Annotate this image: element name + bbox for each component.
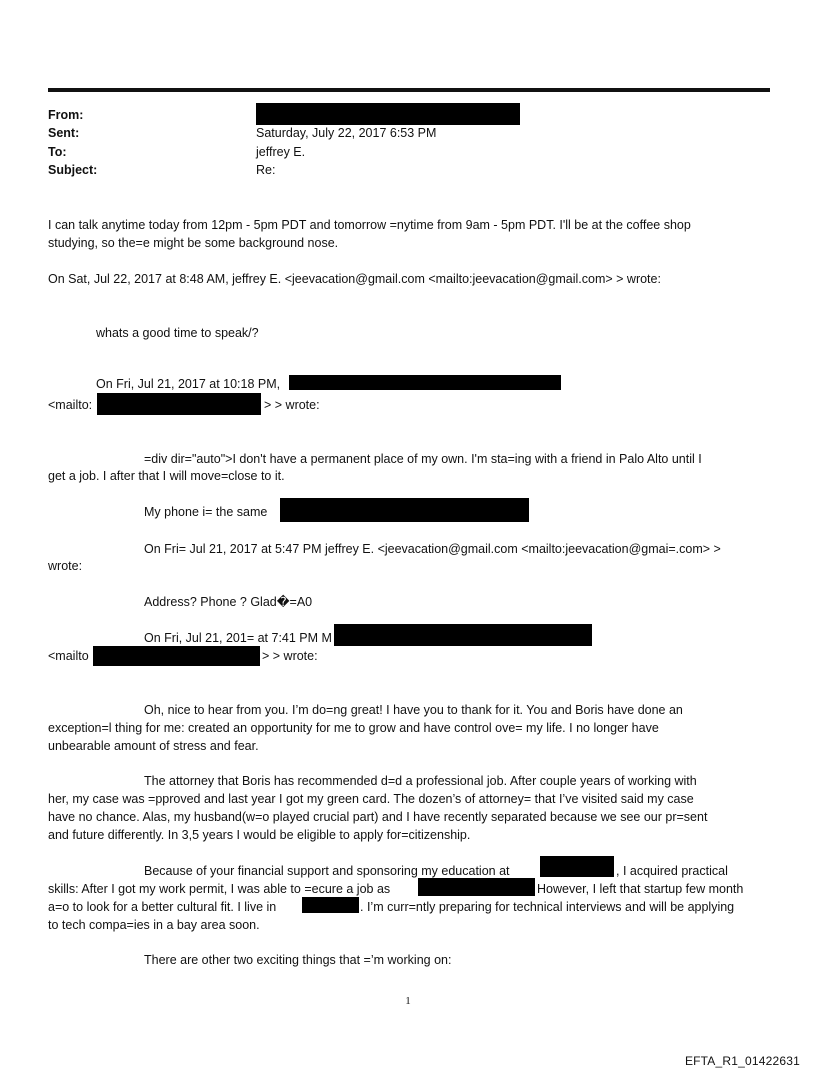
redacted-sender: [256, 103, 520, 125]
redacted-name: [334, 624, 592, 646]
body-line: Oh, nice to hear from you. I’m do=ng great! I have you to thank for it. You and Boris have done an: [144, 703, 683, 717]
subject-value: Re:: [256, 163, 276, 177]
to-value: jeffrey E.: [256, 145, 306, 159]
body-line: , I acquired practical: [616, 864, 728, 878]
body-line: On Fri, Jul 21, 2017 at 10:18 PM,: [96, 377, 281, 391]
subject-label: Subject:: [48, 163, 98, 177]
body-line: . I’m curr=ntly preparing for technical interviews and will be applying: [360, 900, 735, 914]
body-line: a=o to look for a better cultural fit. I live in: [48, 900, 277, 914]
redacted-name: [289, 375, 561, 390]
redacted-employer: [418, 878, 535, 896]
body-line: > > wrote:: [264, 398, 320, 412]
header-rule: [48, 88, 770, 92]
body-line: On Fri, Jul 21, 201= at 7:41 PM M: [144, 631, 332, 645]
body-line: > > wrote:: [262, 649, 318, 663]
to-label: To:: [48, 145, 67, 159]
body-line: studying, so the=e might be some background nose.: [48, 236, 339, 250]
body-line: On Fri= Jul 21, 2017 at 5:47 PM jeffrey E. <jeevacation@gmail.com <mailto:jeevacation@gmai=.com> >: [144, 542, 721, 556]
body-line: However, I left that startup few month: [537, 882, 744, 896]
body-line: unbearable amount of stress and fear.: [48, 739, 259, 753]
body-line: <mailto:: [48, 398, 93, 412]
redacted-email: [93, 646, 260, 666]
body-line: her, my case was =pproved and last year I got my green card. The dozen’s of attorney= that I’ve visited said my case: [48, 792, 694, 806]
body-line: have no chance. Alas, my husband(w=o played crucial part) and I have recently separated because we see our pr=sent: [48, 810, 708, 824]
body-line: exception=l thing for me: created an opportunity for me to grow and have control ove= my life. I no longer have: [48, 721, 659, 735]
document-id: EFTA_R1_01422631: [684, 1054, 800, 1068]
body-line: <mailto: [48, 649, 89, 663]
sent-value: Saturday, July 22, 2017 6:53 PM: [256, 126, 437, 140]
body-line: My phone i= the same: [144, 505, 268, 519]
body-line: whats a good time to speak/?: [96, 326, 259, 340]
body-line: and future differently. In 3,5 years I would be eligible to apply for=citizenship.: [48, 828, 471, 842]
body-line: There are other two exciting things that =’m working on:: [144, 953, 452, 967]
body-line: Address? Phone ? Glad�=A0: [144, 595, 313, 609]
from-label: From:: [48, 108, 84, 122]
body-line: get a job. I after that I will move=close to it.: [48, 469, 285, 483]
sent-label: Sent:: [48, 126, 80, 140]
body-line: =div dir="auto">I don't have a permanent place of my own. I'm sta=ing with a friend in Palo Alto until I: [144, 452, 702, 466]
body-line: to tech compa=ies in a bay area soon.: [48, 918, 260, 932]
redacted-location: [302, 897, 359, 913]
redacted-school: [540, 856, 614, 877]
body-line: wrote:: [48, 559, 83, 573]
body-line: On Sat, Jul 22, 2017 at 8:48 AM, jeffrey E. <jeevacation@gmail.com <mailto:jeevacation@gmail.com> > wrote:: [48, 272, 661, 286]
page-number: 1: [405, 995, 411, 1007]
body-line: skills: After I got my work permit, I was able to =ecure a job as: [48, 882, 391, 896]
redacted-email: [97, 393, 261, 415]
body-line: Because of your financial support and sponsoring my education at: [144, 864, 510, 878]
body-line: The attorney that Boris has recommended d=d a professional job. After couple years of working with: [144, 774, 697, 788]
redacted-phone: [280, 498, 529, 522]
body-line: I can talk anytime today from 12pm - 5pm PDT and tomorrow =nytime from 9am - 5pm PDT. I'll be at the coffee shop: [48, 218, 691, 232]
